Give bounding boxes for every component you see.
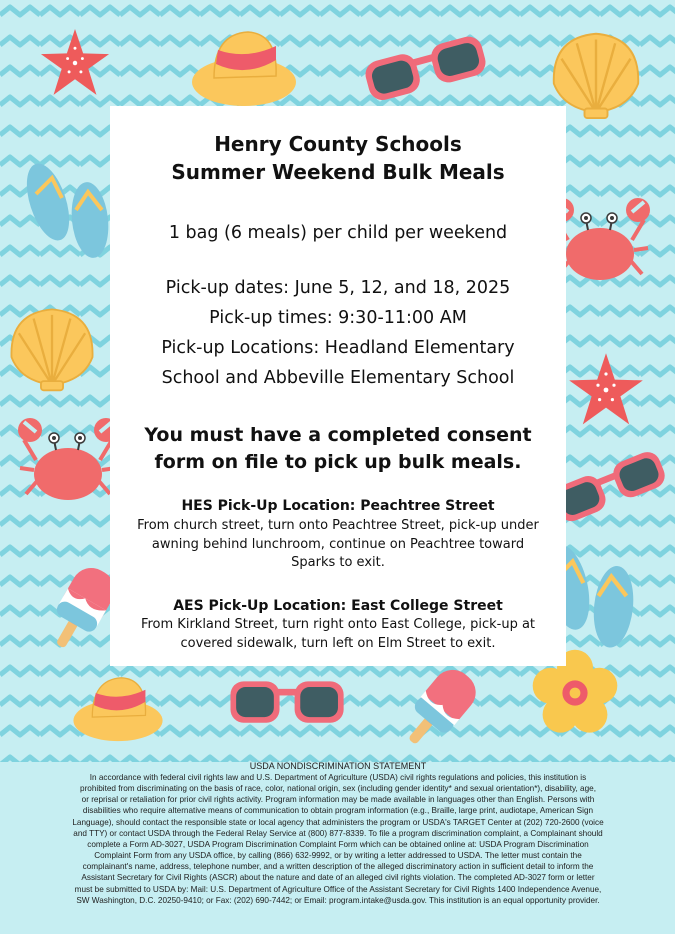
consent-line-1: You must have a completed consent — [144, 424, 532, 446]
usda-line: complainant's name, address, telephone number, and a written description of the alleged discriminatory action in sufficient detail to inform the — [82, 862, 594, 872]
hes-directions — [110, 517, 566, 573]
sunglasses-icon — [362, 30, 492, 110]
hes-line-2: awning behind lunchroom, continue on Peachtree toward — [151, 536, 525, 552]
usda-line: disabilities who require alternative means of communication to obtain program information (e.g., Braille, large print, audiotape, American Sign — [82, 806, 594, 816]
aes-heading: AES Pick-Up Location: East College Street — [173, 598, 503, 614]
usda-line: complete a Form AD-3027, USDA Program Discrimination Complaint Form which can be obtained online at: USDA Program Discrimination — [87, 839, 589, 849]
usda-statement — [28, 760, 648, 906]
consent-line-2: form on file to pick up bulk meals. — [154, 451, 522, 473]
flyer-card — [110, 106, 566, 666]
sunglasses-icon — [226, 670, 350, 736]
starfish-icon — [38, 26, 112, 100]
sun-hat-icon — [188, 20, 300, 110]
popsicle-icon — [398, 660, 482, 756]
meals-per-child: 1 bag (6 meals) per child per weekend — [168, 223, 508, 243]
usda-line: SW Washington, D.C. 20250-9410; or Fax: (202) 690-7442; or Email: program.intake@usda.gov. This institution is an equal opportunity provider. — [76, 895, 600, 905]
usda-line: Assistant Secretary for Civil Rights (ASCR) about the nature and date of an alleged civil rights violation. The completed AD-3027 form or letter — [81, 873, 595, 883]
aes-directions — [110, 616, 566, 653]
usda-line: Language), should contact the responsible state or local agency that administers the program or USDA's TARGET Center at (202) 720-2600 (voice — [72, 817, 604, 827]
pickup-dates: Pick-up dates: June 5, 12, and 18, 2025 — [165, 278, 511, 298]
pickup-times: Pick-up times: 9:30-11:00 AM — [209, 308, 467, 328]
flyer-title — [110, 130, 566, 186]
usda-line: or reprisal or retaliation for prior civil rights activity. Program information may be made available in languages other than English. Persons with — [81, 795, 595, 805]
usda-title: USDA NONDISCRIMINATION STATEMENT — [249, 761, 427, 771]
usda-body — [28, 772, 648, 906]
crab-icon — [16, 410, 120, 510]
flip-flops-icon — [22, 158, 118, 262]
aes-line-2: covered sidewalk, turn left on Elm Street to exit. — [180, 635, 496, 651]
usda-line: In accordance with federal civil rights law and U.S. Department of Agriculture (USDA) civil rights regulations and policies, this institution is — [89, 773, 587, 782]
aes-line-1: From Kirkland Street, turn right onto East College, pick-up at — [140, 617, 536, 632]
sun-hat-icon — [70, 660, 166, 752]
title-line-2: Summer Weekend Bulk Meals — [171, 160, 505, 184]
usda-line: Complaint Form from any USDA office, by calling (866) 632-9992, or by writing a letter addressed to USDA. The letter must contain the — [94, 851, 582, 861]
hes-line-3: Sparks to exit. — [291, 555, 385, 570]
starfish-icon — [566, 350, 646, 430]
title-line-1: Henry County Schools — [214, 132, 462, 156]
hes-line-1: From church street, turn onto Peachtree Street, pick-up under — [137, 518, 539, 533]
usda-line: must be submitted to USDA by: Mail: U.S. Department of Agriculture Office of the Assistant Secretary for Civil Rights 1400 Independence Avenue, — [74, 884, 602, 894]
usda-line: and TTY) or contact USDA through the Federal Relay Service at (800) 877-8339. To file a program discrimination complaint, a Complainant should — [73, 828, 603, 838]
pickup-locations-line-1: Pick-up Locations: Headland Elementary — [161, 338, 515, 358]
pickup-locations-line-2: School and Abbeville Elementary School — [161, 368, 515, 388]
usda-line: prohibited from discriminating on the basis of race, color, national origin, sex (including gender identity* and sexual orientation*), disability, age, — [80, 784, 596, 794]
hes-heading: HES Pick-Up Location: Peachtree Street — [181, 498, 495, 514]
seashell-icon — [6, 300, 98, 396]
consent-notice — [110, 422, 566, 476]
sunglasses-icon — [550, 448, 672, 528]
